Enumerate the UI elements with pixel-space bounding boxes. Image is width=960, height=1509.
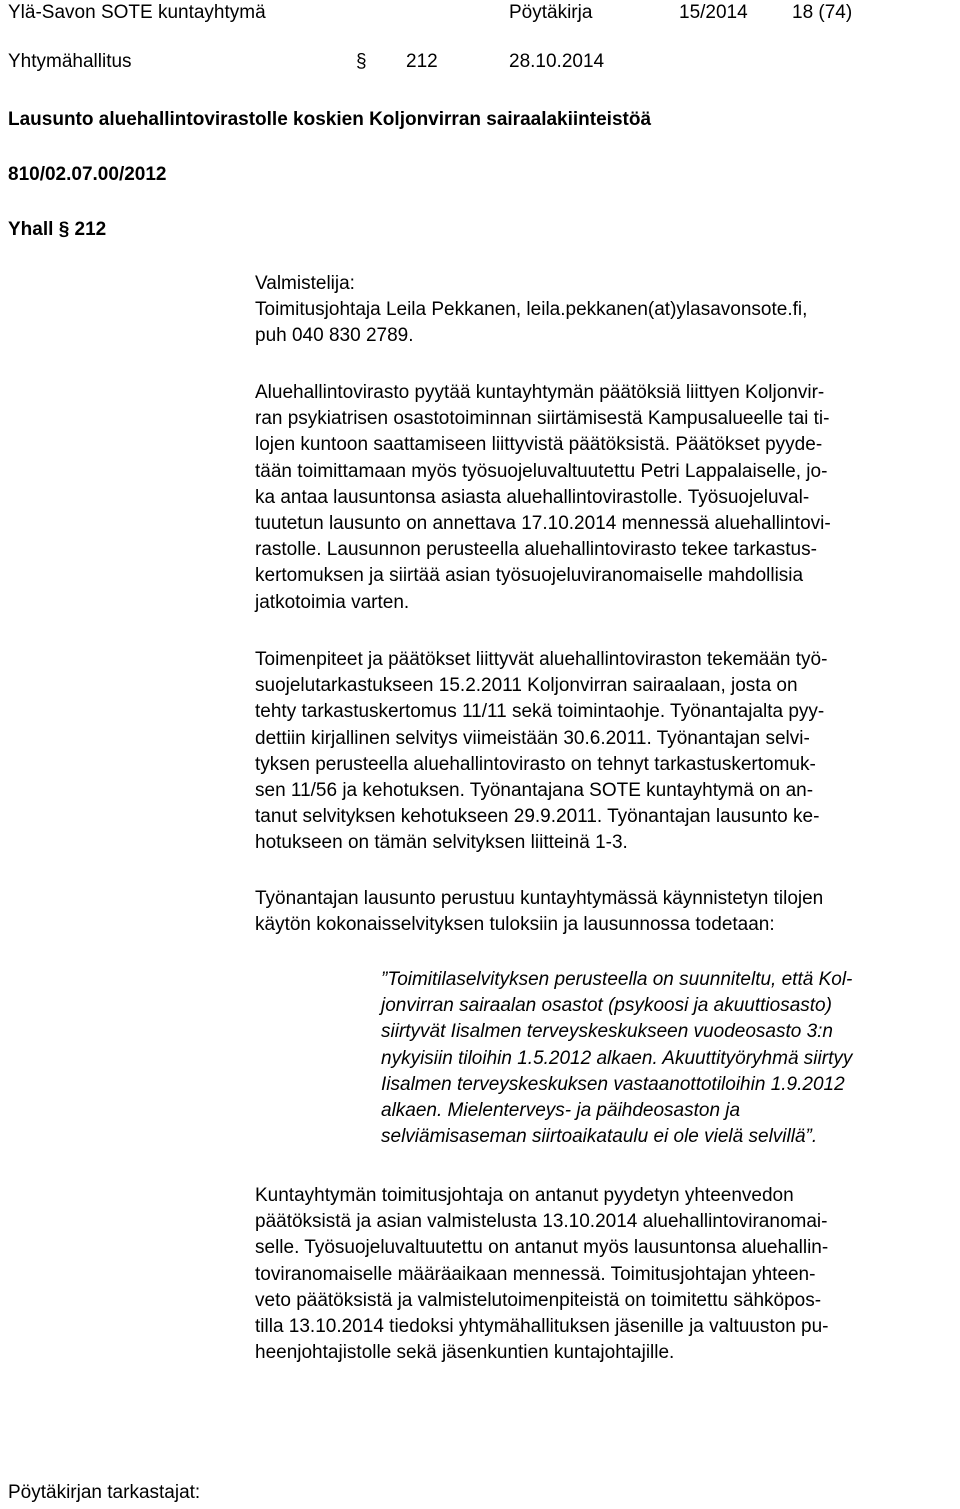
quote-line: alkaen. Mielenterveys- ja päihdeosaston ja	[381, 1100, 741, 1122]
preparer-line-1: Toimitusjohtaja Leila Pekkanen, leila.pekkanen(at)ylasavonsote.fi,	[255, 299, 808, 321]
paragraph-line: tyksen perusteella aluehallintovirasto on tehnyt tarkastuskertomuk-	[255, 753, 816, 775]
preparer-block	[255, 271, 955, 350]
paragraph-line: toviranomaiselle määräaikaan mennessä. Toimitusjohtajan yhteen-	[255, 1263, 816, 1285]
header-body: Yhtymähallitus	[8, 51, 132, 72]
header-organization: Ylä-Savon SOTE kuntayhtymä	[8, 2, 266, 23]
paragraph-line: rastolle. Lausunnon perusteella aluehallintovirasto tekee tarkastus-	[255, 539, 817, 561]
paragraph-line: lojen kuntoon saattamiseen liittyvistä päätöksistä. Päätökset pyyde-	[255, 434, 823, 456]
minutes-checkers-label: Pöytäkirjan tarkastajat:	[8, 1482, 201, 1503]
paragraph-line: hotukseen on tämän selvityksen liitteinä 1-3.	[255, 832, 628, 854]
paragraph-2	[255, 647, 955, 857]
paragraph-line: kertomuksen ja siirtää asian työsuojeluviranomaiselle mahdollisia	[255, 565, 804, 587]
preparer-line-2: puh 040 830 2789.	[255, 325, 414, 347]
paragraph-line: tään toimittamaan myös työsuojeluvaltuutettu Petri Lappalaiselle, jo-	[255, 460, 828, 482]
paragraph-line: ka antaa lausuntonsa asiasta aluehallintovirastolle. Työsuojeluval-	[255, 486, 810, 508]
quotation-block	[381, 967, 956, 1150]
diary-number: 810/02.07.00/2012	[8, 164, 167, 185]
paragraph-line: suojelutarkastukseen 15.2.2011 Koljonvirran sairaalaan, josta on	[255, 675, 798, 697]
paragraph-line: dettiin kirjallinen selvitys viimeistään 30.6.2011. Työnantajan selvi-	[255, 727, 810, 749]
paragraph-line: veto päätöksistä ja valmistelutoimenpiteistä on toimitettu sähköpos-	[255, 1289, 822, 1311]
header-date: 28.10.2014	[509, 51, 605, 72]
paragraph-line: tuutetun lausunto on annettava 17.10.2014 mennessä aluehallintovi-	[255, 513, 831, 535]
paragraph-4	[255, 1183, 955, 1366]
preparer-label: Valmistelija:	[255, 273, 355, 294]
paragraph-line: Toimenpiteet ja päätökset liittyvät aluehallintoviraston tekemään työ-	[255, 649, 828, 670]
quote-line: nykyisiin tiloihin 1.5.2012 alkaen. Akuuttityöryhmä siirtyy	[381, 1047, 853, 1069]
header-doc-type: Pöytäkirja	[509, 2, 593, 23]
page-title: Lausunto aluehallintovirastolle koskien Koljonvirran sairaalakiinteistöä	[8, 109, 652, 130]
paragraph-line: sen 11/56 ja kehotuksen. Työnantajana SOTE kuntayhtymä on an-	[255, 780, 814, 802]
header-doc-number: 15/2014	[679, 2, 748, 23]
section-symbol-icon: §	[58, 219, 70, 240]
section-symbol-icon: §	[356, 51, 367, 72]
paragraph-line: tilla 13.10.2014 tiedoksi yhtymähallituksen jäsenille ja valtuuston pu-	[255, 1316, 829, 1338]
paragraph-1	[255, 380, 955, 616]
section-ref-label: Yhall	[8, 219, 54, 240]
paragraph-line: tehty tarkastuskertomus 11/11 sekä toimintaohje. Työnantajalta pyy-	[255, 701, 825, 723]
quote-line: selviämisaseman siirtoaikataulu ei ole vielä selvillä”.	[381, 1126, 818, 1148]
quote-line: siirtyvät Iisalmen terveyskeskukseen vuodeosasto 3:n	[381, 1021, 833, 1043]
section-reference	[8, 217, 106, 243]
header-page-number: 18 (74)	[792, 2, 853, 23]
header-section: 212	[406, 51, 438, 72]
paragraph-line: heenjohtajistolle sekä jäsenkuntien kuntajohtajille.	[255, 1342, 675, 1364]
quote-line: Iisalmen terveyskeskuksen vastaanottotiloihin 1.9.2012	[381, 1073, 845, 1095]
paragraph-line: Aluehallintovirasto pyytää kuntayhtymän päätöksiä liittyen Koljonvir-	[255, 382, 825, 403]
paragraph-line: Työnantajan lausunto perustuu kuntayhtymässä käynnistetyn tilojen	[255, 888, 824, 909]
paragraph-line: Kuntayhtymän toimitusjohtaja on antanut pyydetyn yhteenvedon	[255, 1185, 794, 1206]
paragraph-line: selle. Työsuojeluvaltuutettu on antanut myös lausuntonsa aluehallin-	[255, 1237, 829, 1259]
paragraph-line: tanut selvityksen kehotukseen 29.9.2011. Työnantajan lausunto ke-	[255, 806, 820, 828]
paragraph-line: käytön kokonaisselvityksen tuloksiin ja lausunnossa todetaan:	[255, 914, 775, 936]
quote-line: ”Toimitilaselvityksen perusteella on suunniteltu, että Kol-	[381, 969, 853, 990]
paragraph-line: jatkotoimia varten.	[255, 591, 410, 613]
paragraph-3	[255, 886, 955, 938]
paragraph-line: päätöksistä ja asian valmistelusta 13.10.2014 aluehallintoviranomai-	[255, 1211, 828, 1233]
section-ref-number: 212	[74, 219, 107, 240]
quote-line: jonvirran sairaalan osastot (psykoosi ja akuuttiosasto)	[381, 995, 832, 1017]
paragraph-line: ran psykiatrisen osastotoiminnan siirtämisestä Kampusalueelle tai ti-	[255, 408, 830, 430]
